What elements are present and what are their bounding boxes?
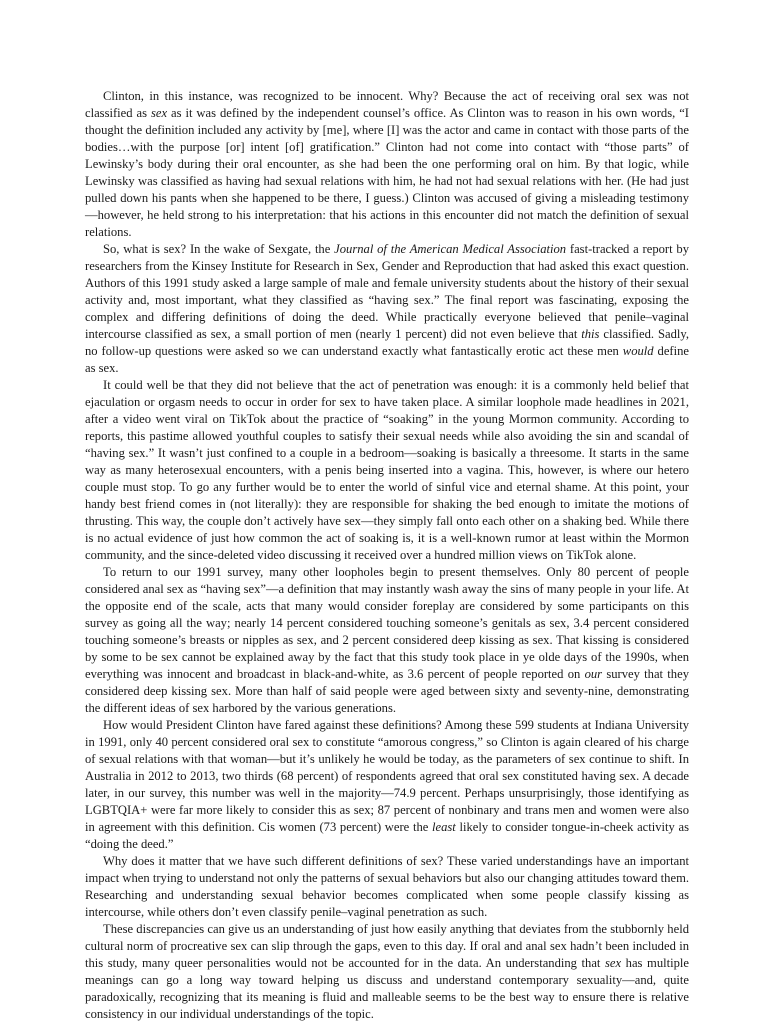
paragraph-1 [85, 88, 689, 241]
text-run: classified. Sadly, no follow-up questions were asked so we can understand exactly what fantastically erotic act these men [85, 327, 689, 358]
text-run: So, what is sex? In the wake of Sexgate, the [103, 242, 335, 256]
italic-text: our [584, 667, 603, 681]
text-run: as it was defined by the independent counsel’s office. As Clinton was to reason in his own words, “I thought the definition included any activity by [me], where [I] was the actor and came in contact with those parts of the bodies…with the purpose [or] intent [of] gratification.” Clinton had not come into contact with “those parts” of Lewinsky’s body during their oral encounter, as she had been the one performing oral on him. By that logic, while Lewinsky was classified as having had sexual relations with him, he had not had sexual relations with her. (He had just pulled down his pants when she happened to be there, I guess.) Clinton was accused of giving a misleading testimony—however, he held strong to his interpretation: that his actions in this encounter did not match the definition of sexual relations. [85, 106, 689, 239]
text-run: define as sex. [85, 344, 689, 375]
paragraph-7 [85, 921, 689, 1023]
paragraph-4 [85, 564, 689, 717]
italic-text: Journal of the American Medical Association [334, 242, 567, 256]
paragraph-2 [85, 241, 689, 377]
paragraph-6 [85, 853, 689, 921]
text-run: These discrepancies can give us an understanding of just how easily anything that deviates from the stubbornly held cultural norm of procreative sex can slip through the gaps, even to this day. If oral and anal sex hadn’t been included in this study, many queer personalities would not be accounted for in the data. An understanding that [85, 922, 689, 970]
italic-text: sex [150, 106, 168, 120]
text-run: Why does it matter that we have such different definitions of sex? These varied understandings have an important impact when trying to understand not only the patterns of sexual behaviors but also our changing attitudes toward them. Researching and understanding sexual behavior becomes complicated when some people classify kissing as intercourse, while others don’t even classify penile–vaginal penetration as such. [85, 854, 690, 919]
paragraph-3 [85, 377, 689, 564]
text-run: likely to consider tongue-in-cheek activity as “doing the deed.” [85, 820, 689, 851]
italic-text: sex [605, 956, 622, 970]
document-page [85, 88, 689, 1023]
text-run: Clinton, in this instance, was recognized to be innocent. Why? Because the act of receiving oral sex was not classified as [85, 89, 689, 120]
italic-text: this [581, 327, 600, 341]
text-run: It could well be that they did not believe that the act of penetration was enough: it is a commonly held belief that ejaculation or orgasm needs to occur in order for sex to have taken place. A similar loophole made headlines in 2021, after a video went viral on TikTok about the practice of “soaking” in the young Mormon community. According to reports, this pastime allowed youthful couples to satisfy their sexual needs while also avoiding the sin and scandal of “having sex.” It wasn’t just confined to a couple in a bedroom—soaking is basically a threesome. It starts in the same way as many heterosexual encounters, with a penis being inserted into a vagina. This, however, is where our hetero couple must stop. To go any further would be to enter the world of sinful vice and eternal shame. At this point, your handy best friend comes in (not literally): they are responsible for shaking the bed enough to imitate the motions of thrusting. This way, the couple don’t actively have sex—they simply fall onto each other on a shaking bed. While there is no actual evidence of just how common the act of soaking is, it is a well-known rumor at least within the Mormon community, and the since-deleted video discussing it received over a hundred million views on TikTok alone. [85, 378, 689, 562]
paragraph-5 [85, 717, 689, 853]
text-run: survey that they considered deep kissing sex. More than half of said people were aged between sixty and seventy-nine, demonstrating the different ideas of sex harbored by the various generations. [85, 667, 689, 715]
italic-text: would [622, 344, 654, 358]
text-run: fast-tracked a report by researchers from the Kinsey Institute for Research in Sex, Gender and Reproduction that had asked this exact question. Authors of this 1991 study asked a large sample of male and female university students about the history of their sexual activity and, most important, what they classified as “having sex.” The final report was fascinating, exposing the complex and differing definitions of doing the deed. While practically everyone believed that penile–vaginal intercourse classified as sex, a small portion of men (nearly 1 percent) did not even believe that [85, 242, 690, 341]
text-run: has multiple meanings can go a long way toward helping us discuss and understand contemporary sexuality—and, quite paradoxically, recognizing that its meaning is fluid and malleable seems to be the best way to ensure there is relative consistency in our individual understandings of the topic. [85, 956, 690, 1021]
text-run: How would President Clinton have fared against these definitions? Among these 599 students at Indiana University in 1991, only 40 percent considered oral sex to constitute “amorous congress,” so Clinton is again cleared of his charge of sexual relations with that woman—but it’s unlikely he would be today, as the parameters of sex continue to shift. In Australia in 2012 to 2013, two thirds (68 percent) of respondents agreed that oral sex constituted having sex. A decade later, in our survey, this number was well in the majority—74.9 percent. Perhaps unsurprisingly, those identifying as LGBTQIA+ were far more likely to consider this as sex; 87 percent of nonbinary and trans men and women were also in agreement with this definition. Cis women (73 percent) were the [85, 718, 689, 834]
text-run: To return to our 1991 survey, many other loopholes begin to present themselves. Only 80 percent of people considered anal sex as “having sex”—a definition that may instantly wash away the sins of many people in your life. At the opposite end of the scale, acts that many would consider foreplay are considered by some participants on this survey as going all the way; nearly 14 percent considered touching someone’s genitals as sex, 3.4 percent considered touching someone’s breasts or nipples as sex, and 2 percent considered deep kissing as sex. That kissing is considered by some to be sex cannot be explained away by the fact that this study took place in ye olde days of the 1990s, when everything was innocent and broadcast in black-and-white, as 3.6 percent of people reported on [85, 565, 689, 681]
italic-text: least [432, 820, 456, 834]
